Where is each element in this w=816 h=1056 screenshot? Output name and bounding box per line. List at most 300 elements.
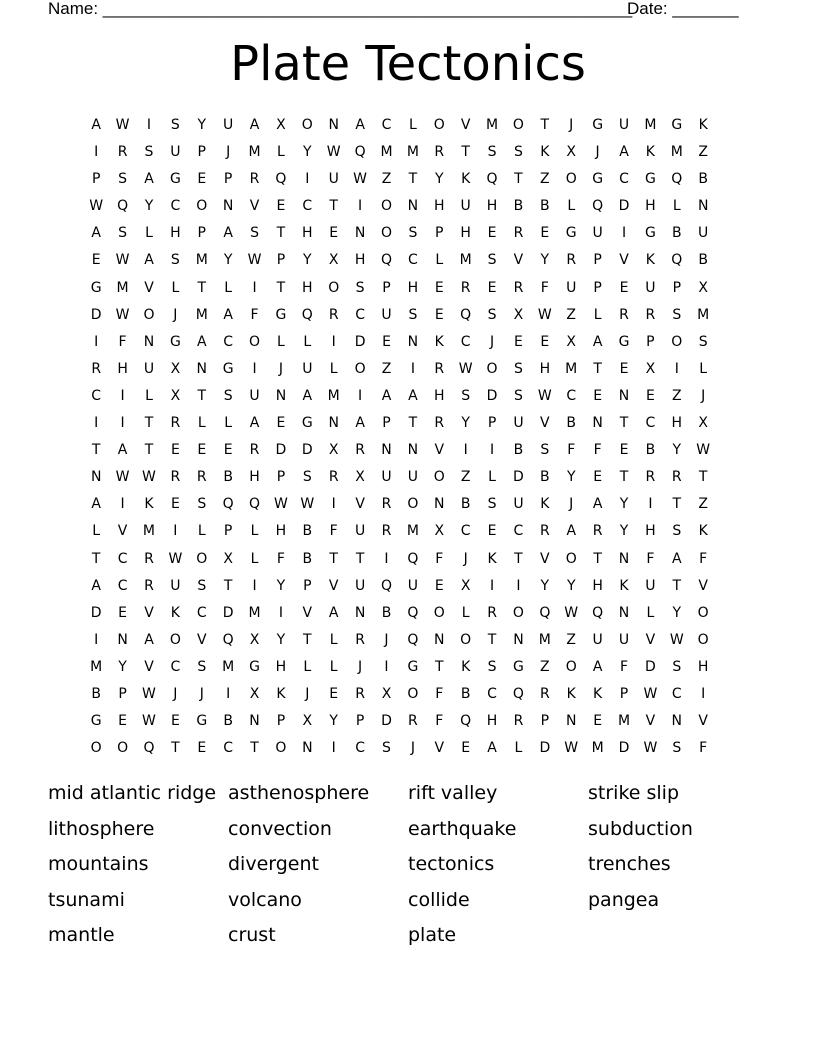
grid-letter: L: [567, 198, 576, 215]
grid-letter: J: [173, 306, 178, 323]
grid-letter: Q: [275, 171, 287, 188]
grid-letter: Q: [222, 496, 234, 513]
grid-letter: R: [249, 171, 260, 188]
grid-letter: U: [143, 360, 155, 377]
grid-letter: E: [487, 523, 497, 540]
grid-letter: W: [115, 306, 130, 323]
grid-letter: I: [226, 685, 231, 702]
grid-letter: C: [381, 117, 392, 133]
grid-letter: S: [355, 279, 365, 296]
grid-letter: N: [618, 550, 630, 567]
grid-letter: G: [644, 225, 656, 242]
grid-letter: I: [384, 658, 389, 675]
grid-letter: L: [672, 198, 681, 215]
grid-letter: R: [513, 225, 524, 242]
grid-letter: U: [618, 117, 630, 133]
grid-letter: R: [513, 713, 524, 730]
date-field[interactable]: Date: _______: [627, 0, 739, 18]
grid-letter: P: [223, 171, 233, 188]
grid-letter: T: [408, 171, 418, 188]
grid-letter: V: [645, 713, 656, 730]
grid-letter: N: [222, 198, 234, 215]
grid-letter: I: [120, 387, 125, 404]
grid-letter: D: [381, 713, 392, 730]
grid-letter: O: [565, 658, 577, 675]
word-list-item: lithosphere: [48, 817, 155, 840]
grid-letter: I: [410, 360, 415, 377]
grid-letter: S: [144, 144, 154, 161]
grid-letter: O: [328, 279, 340, 296]
grid-letter: H: [354, 252, 366, 269]
grid-letter: J: [595, 144, 600, 161]
grid-letter: R: [328, 306, 339, 323]
grid-letter: T: [276, 225, 286, 242]
grid-letter: R: [355, 685, 365, 702]
grid-letter: S: [540, 442, 550, 459]
grid-letter: Y: [276, 577, 286, 594]
grid-letter: N: [117, 631, 128, 648]
grid-letter: Y: [329, 713, 338, 730]
grid-letter: U: [302, 360, 313, 377]
grid-letter: R: [328, 469, 339, 486]
grid-letter: M: [670, 144, 683, 161]
grid-letter: B: [302, 550, 313, 567]
grid-letter: R: [592, 523, 603, 540]
grid-letter: P: [593, 279, 602, 296]
grid-letter: R: [249, 442, 260, 459]
grid-letter: T: [329, 550, 338, 567]
grid-letter: A: [328, 604, 339, 621]
grid-letter: V: [144, 658, 154, 675]
word-list-item: pangea: [588, 888, 660, 911]
grid-letter: T: [408, 415, 418, 432]
grid-letter: O: [512, 117, 524, 133]
grid-letter: A: [355, 415, 365, 432]
grid-letter: T: [540, 117, 550, 133]
grid-letter: A: [592, 496, 603, 513]
word-list-item: trenches: [588, 853, 671, 876]
grid-letter: T: [355, 550, 365, 567]
grid-letter: X: [460, 577, 471, 594]
grid-letter: O: [460, 631, 472, 648]
grid-letter: Z: [671, 387, 682, 404]
grid-letter: R: [355, 442, 365, 459]
grid-letter: S: [514, 387, 523, 404]
grid-letter: D: [539, 740, 551, 757]
word-list-item: mid atlantic ridge: [48, 782, 217, 804]
grid-letter: K: [645, 252, 655, 269]
grid-letter: Q: [143, 740, 155, 757]
grid-letter: I: [252, 279, 257, 296]
grid-letter: W: [115, 117, 130, 133]
grid-letter: D: [618, 198, 630, 215]
grid-letter: E: [276, 415, 286, 432]
grid-letter: Q: [539, 604, 551, 621]
page-title: Plate Tectonics: [230, 36, 586, 92]
word-list-item: convection: [228, 817, 332, 840]
grid-letter: T: [91, 442, 101, 459]
grid-letter: K: [461, 658, 471, 675]
grid-letter: R: [170, 415, 181, 432]
word-list-item: mantle: [48, 924, 115, 947]
grid-letter: N: [196, 360, 207, 377]
grid-letter: I: [278, 604, 283, 621]
grid-letter: I: [648, 496, 653, 513]
grid-letter: V: [619, 252, 629, 269]
grid-letter: J: [358, 658, 363, 675]
grid-letter: F: [619, 658, 629, 675]
grid-letter: R: [434, 360, 445, 377]
grid-letter: M: [591, 740, 604, 757]
grid-letter: I: [674, 360, 679, 377]
grid-letter: M: [248, 604, 261, 621]
grid-letter: S: [672, 523, 682, 540]
grid-letter: J: [489, 333, 495, 350]
grid-letter: P: [223, 523, 233, 540]
grid-letter: A: [91, 577, 101, 594]
grid-letter: S: [672, 306, 682, 323]
grid-letter: O: [697, 631, 709, 648]
grid-letter: Q: [249, 496, 261, 513]
grid-letter: I: [489, 442, 495, 459]
grid-letter: E: [593, 387, 603, 404]
grid-letter: G: [90, 713, 102, 730]
grid-letter: L: [303, 658, 312, 675]
grid-letter: N: [275, 387, 287, 404]
grid-letter: X: [249, 685, 260, 702]
grid-letter: H: [592, 577, 603, 594]
grid-letter: X: [513, 306, 524, 323]
grid-letter: E: [593, 713, 603, 730]
grid-letter: N: [328, 117, 339, 133]
grid-letter: S: [672, 658, 682, 675]
grid-letter: Y: [434, 171, 444, 188]
grid-letter: R: [381, 496, 392, 513]
grid-letter: H: [434, 387, 445, 404]
grid-letter: R: [619, 306, 629, 323]
grid-letter: B: [671, 225, 682, 242]
grid-letter: Q: [592, 198, 604, 215]
grid-letter: I: [701, 685, 706, 702]
grid-letter: Z: [540, 171, 550, 188]
grid-letter: Q: [117, 198, 129, 215]
grid-letter: G: [222, 360, 234, 377]
grid-letter: N: [328, 415, 339, 432]
grid-letter: P: [646, 333, 655, 350]
grid-letter: Q: [407, 550, 419, 567]
grid-letter: W: [89, 198, 104, 215]
grid-letter: U: [460, 198, 471, 215]
grid-letter: P: [118, 685, 127, 702]
grid-letter: L: [197, 415, 206, 432]
grid-letter: H: [275, 658, 287, 675]
grid-letter: C: [117, 577, 128, 594]
grid-letter: T: [223, 577, 233, 594]
grid-letter: H: [302, 225, 313, 242]
grid-letter: L: [250, 523, 259, 540]
grid-letter: Q: [512, 685, 524, 702]
grid-letter: R: [566, 252, 577, 269]
grid-letter: J: [384, 631, 389, 648]
grid-letter: V: [513, 252, 524, 269]
grid-letter: O: [433, 604, 445, 621]
word-list-item: subduction: [588, 817, 693, 840]
grid-letter: R: [645, 306, 656, 323]
grid-letter: D: [354, 333, 366, 350]
grid-letter: L: [408, 117, 417, 133]
grid-letter: F: [567, 442, 576, 459]
grid-letter: C: [566, 387, 577, 404]
grid-letter: P: [303, 577, 312, 594]
grid-letter: N: [143, 333, 155, 350]
grid-letter: I: [463, 442, 468, 459]
header: [48, 0, 740, 20]
word-list-item: mountains: [48, 853, 149, 876]
grid-letter: Y: [540, 252, 550, 269]
grid-letter: T: [144, 415, 154, 432]
grid-letter: O: [196, 550, 208, 567]
grid-letter: O: [275, 740, 287, 757]
grid-letter: L: [488, 469, 496, 486]
grid-letter: W: [326, 144, 341, 161]
grid-letter: K: [170, 604, 180, 621]
grid-letter: B: [223, 469, 233, 486]
grid-letter: M: [538, 631, 551, 648]
grid-letter: N: [302, 740, 313, 757]
grid-letter: R: [144, 577, 154, 594]
grid-letter: Q: [671, 252, 683, 269]
grid-letter: A: [196, 333, 207, 350]
grid-letter: H: [170, 225, 181, 242]
grid-letter: Y: [303, 252, 312, 269]
grid-letter: I: [331, 496, 336, 513]
grid-letter: U: [566, 279, 577, 296]
grid-letter: O: [565, 171, 577, 188]
grid-letter: C: [170, 198, 181, 215]
grid-letter: T: [434, 658, 444, 675]
grid-letter: U: [618, 631, 630, 648]
grid-letter: R: [539, 685, 550, 702]
grid-letter: E: [197, 442, 207, 459]
grid-letter: B: [540, 198, 550, 215]
grid-letter: U: [354, 523, 366, 540]
grid-letter: C: [487, 685, 497, 702]
grid-letter: Y: [672, 442, 682, 459]
grid-letter: A: [117, 442, 128, 459]
grid-letter: Z: [381, 360, 392, 377]
grid-letter: N: [407, 198, 419, 215]
grid-letter: C: [196, 604, 207, 621]
grid-letter: Q: [671, 171, 683, 188]
grid-letter: A: [91, 496, 101, 513]
grid-letter: M: [380, 144, 393, 161]
grid-letter: S: [672, 740, 682, 757]
grid-letter: T: [514, 171, 523, 188]
grid-letter: E: [540, 333, 550, 350]
grid-letter: W: [247, 252, 262, 269]
grid-letter: C: [170, 658, 181, 675]
word-list-item: volcano: [228, 888, 302, 911]
grid-letter: W: [300, 496, 315, 513]
grid-letter: E: [91, 252, 101, 269]
grid-letter: K: [276, 685, 286, 702]
grid-letter: E: [619, 360, 629, 377]
grid-letter: X: [223, 550, 233, 567]
grid-letter: N: [434, 631, 445, 648]
grid-letter: Q: [354, 144, 366, 161]
grid-letter: I: [252, 360, 257, 377]
grid-letter: G: [592, 171, 604, 188]
grid-letter: S: [170, 252, 180, 269]
grid-letter: S: [382, 740, 391, 757]
grid-letter: L: [329, 658, 338, 675]
grid-letter: K: [645, 144, 655, 161]
grid-letter: L: [593, 306, 602, 323]
grid-letter: A: [592, 333, 603, 350]
grid-letter: B: [91, 685, 101, 702]
grid-letter: D: [645, 658, 656, 675]
grid-letter: O: [407, 685, 419, 702]
grid-letter: O: [301, 117, 313, 133]
grid-letter: U: [170, 144, 181, 161]
grid-letter: L: [224, 415, 233, 432]
grid-letter: B: [540, 469, 550, 486]
grid-letter: F: [250, 306, 259, 323]
grid-letter: Q: [380, 252, 392, 269]
grid-letter: U: [381, 306, 392, 323]
letter-grid: [83, 112, 716, 762]
grid-letter: U: [592, 631, 603, 648]
grid-letter: Y: [540, 577, 550, 594]
grid-letter: R: [671, 469, 682, 486]
grid-letter: I: [489, 577, 495, 594]
grid-letter: E: [118, 604, 128, 621]
grid-letter: K: [698, 117, 708, 133]
grid-letter: X: [381, 685, 392, 702]
grid-letter: M: [565, 360, 578, 377]
grid-letter: K: [540, 144, 550, 161]
grid-letter: U: [592, 225, 603, 242]
grid-letter: E: [619, 279, 629, 296]
grid-letter: P: [382, 279, 391, 296]
grid-letter: K: [698, 523, 708, 540]
grid-letter: W: [274, 496, 288, 513]
grid-letter: B: [645, 442, 656, 459]
grid-letter: R: [539, 523, 550, 540]
grid-letter: T: [487, 631, 497, 648]
grid-letter: V: [249, 198, 260, 215]
grid-letter: U: [407, 469, 418, 486]
grid-letter: V: [117, 523, 128, 540]
grid-letter: D: [275, 442, 287, 459]
grid-letter: W: [564, 740, 579, 757]
grid-letter: N: [671, 713, 683, 730]
grid-letter: N: [90, 469, 102, 486]
grid-letter: A: [487, 740, 497, 757]
grid-letter: H: [302, 279, 313, 296]
grid-letter: G: [671, 117, 683, 133]
grid-letter: A: [408, 387, 418, 404]
grid-letter: E: [645, 387, 655, 404]
grid-letter: I: [173, 523, 178, 540]
grid-letter: E: [197, 740, 207, 757]
grid-letter: P: [91, 171, 101, 188]
grid-letter: I: [146, 117, 152, 133]
grid-letter: N: [592, 415, 603, 432]
grid-letter: P: [540, 713, 550, 730]
grid-letter: O: [407, 496, 419, 513]
grid-letter: G: [196, 713, 208, 730]
grid-letter: K: [487, 550, 497, 567]
grid-letter: M: [90, 658, 103, 675]
grid-letter: Q: [301, 306, 313, 323]
grid-letter: B: [698, 171, 708, 188]
grid-letter: E: [276, 198, 286, 215]
grid-letter: G: [90, 279, 102, 296]
grid-letter: E: [170, 713, 180, 730]
grid-letter: W: [537, 306, 552, 323]
grid-letter: S: [197, 496, 207, 513]
grid-letter: H: [697, 658, 709, 675]
grid-letter: E: [223, 442, 233, 459]
grid-letter: S: [408, 306, 418, 323]
grid-letter: I: [120, 415, 125, 432]
grid-letter: N: [381, 442, 392, 459]
grid-letter: H: [460, 225, 471, 242]
word-list-item: tectonics: [408, 853, 495, 876]
grid-letter: G: [407, 658, 419, 675]
grid-letter: W: [696, 442, 711, 459]
grid-letter: L: [329, 631, 338, 648]
word-list-item: divergent: [228, 853, 319, 876]
grid-letter: T: [144, 442, 154, 459]
grid-letter: E: [540, 225, 550, 242]
word-list-item: tsunami: [48, 888, 125, 911]
grid-letter: V: [302, 604, 313, 621]
grid-letter: V: [434, 442, 445, 459]
grid-letter: B: [698, 252, 708, 269]
grid-letter: Y: [619, 523, 629, 540]
grid-letter: P: [672, 279, 682, 296]
grid-letter: A: [91, 117, 101, 133]
name-field[interactable]: Name: ________________________________________________________: [48, 0, 633, 18]
grid-letter: E: [170, 442, 180, 459]
grid-letter: Y: [276, 631, 286, 648]
grid-letter: T: [619, 469, 629, 486]
grid-letter: G: [249, 658, 260, 675]
grid-letter: C: [407, 252, 418, 269]
grid-letter: T: [303, 631, 312, 648]
grid-letter: P: [276, 252, 286, 269]
grid-letter: O: [249, 333, 261, 350]
grid-letter: S: [250, 225, 259, 242]
grid-letter: O: [143, 306, 155, 323]
grid-letter: C: [513, 523, 524, 540]
word-list-item: asthenosphere: [228, 782, 370, 804]
grid-letter: X: [328, 442, 339, 459]
grid-letter: V: [460, 117, 471, 133]
grid-letter: H: [275, 523, 287, 540]
grid-letter: O: [380, 198, 392, 215]
grid-letter: N: [249, 713, 260, 730]
grid-letter: X: [566, 333, 577, 350]
grid-letter: R: [513, 279, 524, 296]
grid-letter: Y: [303, 144, 312, 161]
grid-letter: R: [645, 469, 656, 486]
grid-letter: Q: [460, 713, 472, 730]
grid-letter: J: [226, 144, 231, 161]
grid-letter: I: [120, 496, 125, 513]
